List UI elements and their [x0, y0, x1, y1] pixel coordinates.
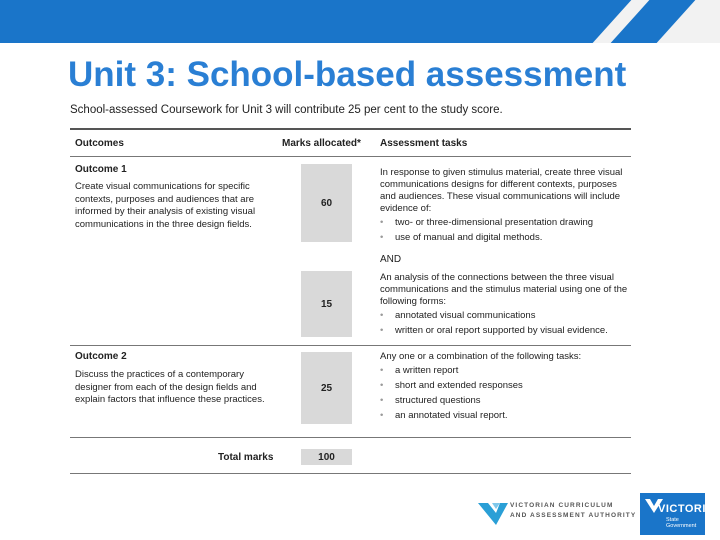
- victoria-sub-government: Government: [666, 523, 697, 529]
- header-outcomes: Outcomes: [75, 138, 124, 149]
- outcome1-task-a: [380, 167, 630, 247]
- and-label: AND: [380, 254, 402, 265]
- list-item: • two- or three-dimensional presentation drawing: [380, 217, 630, 229]
- total-value: 100: [301, 449, 352, 465]
- list-item: • structured questions: [380, 395, 630, 407]
- outcome2-task: [380, 351, 630, 425]
- task-b-text: An analysis of the connections between the three visual communications and the stimulus material using one of the following forms:: [380, 272, 628, 307]
- header-banner: [0, 0, 720, 43]
- row-rule: [70, 345, 631, 346]
- list-item: • annotated visual communications: [380, 310, 630, 322]
- intro-text: School-assessed Coursework for Unit 3 will contribute 25 per cent to the study score.: [70, 104, 503, 116]
- outcome2-title: Outcome 2: [75, 351, 127, 362]
- slide-title: Unit 3: School-based assessment: [68, 55, 627, 94]
- list-item: • written or oral report supported by visual evidence.: [380, 325, 630, 337]
- header-tasks: Assessment tasks: [380, 138, 468, 149]
- task-a-text: In response to given stimulus material, create three visual communications designs for different contexts, purposes and audiences. These visual communications will include evidence of:: [380, 167, 623, 214]
- outcome1-text: Create visual communications for specific contexts, purposes and audiences that are informed by their analysis of existing visual communications in the three design fields.: [75, 181, 256, 230]
- list-item: • a written report: [380, 365, 630, 377]
- header-marks: Marks allocated*: [282, 138, 361, 149]
- outcome1-title: Outcome 1: [75, 164, 127, 175]
- header-rule: [70, 156, 631, 157]
- vcaa-wordmark: [510, 501, 636, 521]
- outcome1-mark-b: 15: [301, 271, 352, 337]
- banner-stripe: [657, 0, 720, 43]
- banner-stripe: [593, 0, 650, 43]
- outcome1-mark-a: 60: [301, 164, 352, 242]
- victoria-sub: [666, 517, 696, 529]
- victoria-word: VICTORIA: [658, 503, 715, 515]
- list-item: • an annotated visual report.: [380, 410, 630, 422]
- total-label: Total marks: [218, 452, 274, 463]
- list-item: • short and extended responses: [380, 380, 630, 392]
- outcome1-task-b: [380, 272, 630, 340]
- vcaa-line2: AND ASSESSMENT AUTHORITY: [510, 512, 637, 519]
- outcome2-mark: 25: [301, 352, 352, 424]
- list-item: • use of manual and digital methods.: [380, 232, 630, 244]
- victoria-sub-state: State: [666, 517, 679, 523]
- table-top-rule: [70, 128, 631, 130]
- table-bottom-rule: [70, 473, 631, 474]
- task-text: Any one or a combination of the following tasks:: [380, 351, 582, 362]
- vcaa-line1: VICTORIAN CURRICULUM: [510, 502, 614, 509]
- outcome2-text: Discuss the practices of a contemporary designer from each of the design fields and explain factors that influence these practices.: [75, 369, 265, 405]
- vcaa-chevron-icon: [478, 503, 508, 525]
- row-rule: [70, 437, 631, 438]
